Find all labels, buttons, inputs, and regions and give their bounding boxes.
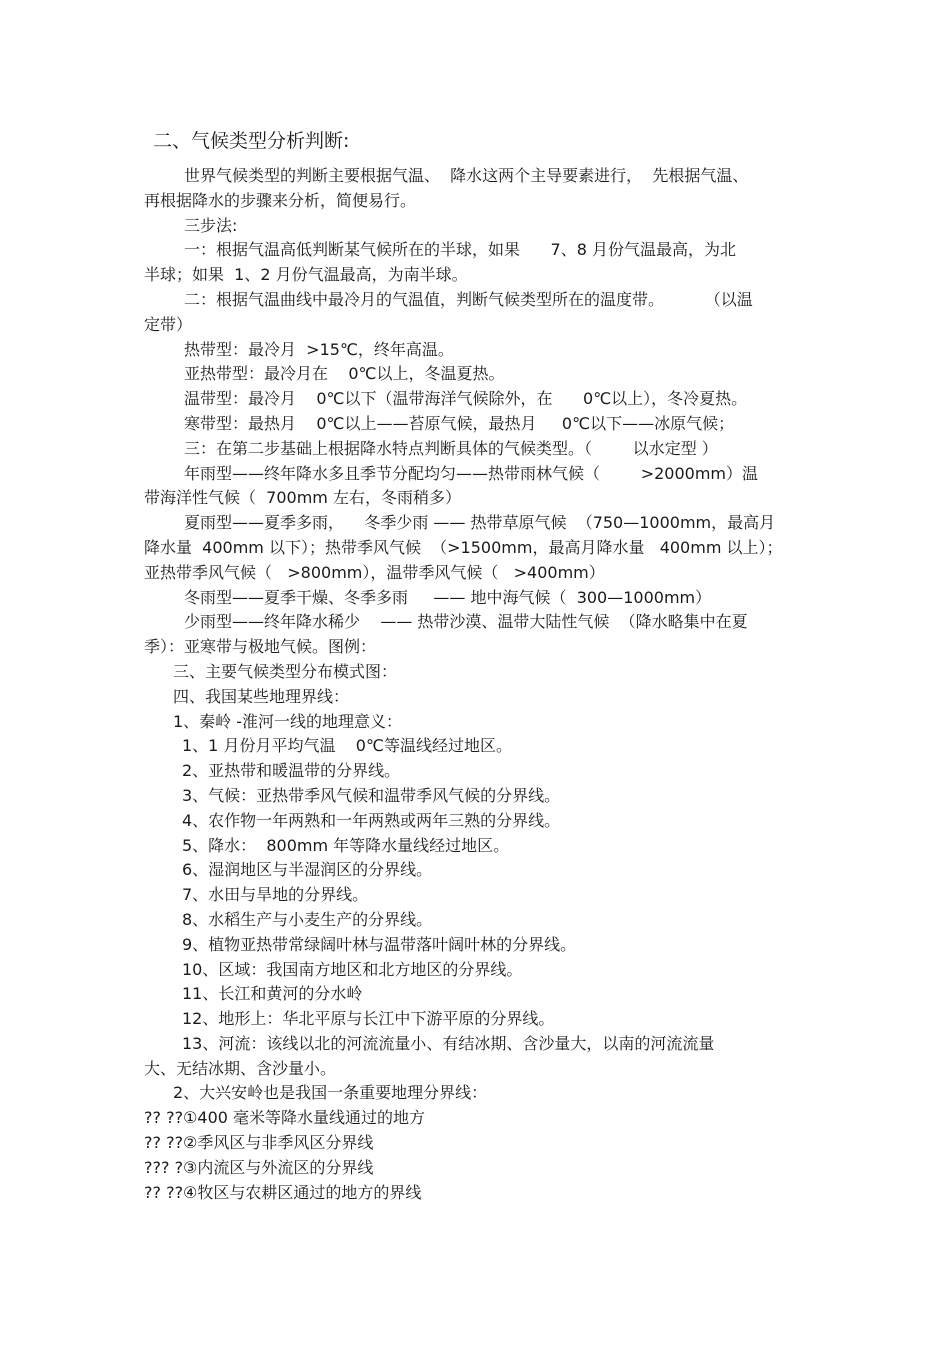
- list-item: ?? ??②季风区与非季风区分界线: [144, 1133, 374, 1153]
- paragraph-line: 1、秦岭 -淮河一线的地理意义：: [173, 711, 403, 731]
- paragraph-line: 冬雨型——夏季干燥、冬季多雨 —— 地中海气候（ 300—1000mm）: [184, 587, 712, 607]
- paragraph-line: 少雨型——终年降水稀少 —— 热带沙漠、温带大陆性气候 （降水略集中在夏: [184, 612, 748, 632]
- paragraph-line: 三步法:: [184, 215, 238, 235]
- paragraph-line: 寒带型：最热月 0℃以上——苔原气候，最热月 0℃以下——冰原气候；: [184, 413, 735, 433]
- list-item: 13、河流：该线以北的河流流量小、有结冰期、含沙量大，以南的河流流量: [182, 1033, 715, 1053]
- paragraph-line: 再根据降水的步骤来分析，简便易行。: [144, 190, 417, 210]
- paragraph-line: 半球；如果 1、2 月份气温最高，为南半球。: [144, 265, 468, 285]
- section-heading: 二、气候类型分析判断:: [153, 130, 350, 152]
- paragraph-line: 季）：亚寒带与极地气候。图例：: [144, 637, 377, 657]
- list-item: ?? ??④牧区与农耕区通过的地方的界线: [144, 1182, 422, 1202]
- list-item: 1、1 月份月平均气温 0℃等温线经过地区。: [182, 736, 512, 756]
- paragraph-line: 三：在第二步基础上根据降水特点判断具体的气候类型。（ 以水定型 ）: [184, 438, 718, 458]
- paragraph-line: 降水量 400mm 以下）；热带季风气候 （>1500mm，最高月降水量 400mm 以上）；: [144, 537, 783, 557]
- list-item: 11、长江和黄河的分水岭: [182, 984, 363, 1004]
- list-item: ??? ?③内流区与外流区的分界线: [144, 1157, 374, 1177]
- paragraph-line: 大、无结冰期、含沙量小。: [144, 1058, 337, 1078]
- paragraph-line: 四、我国某些地理界线：: [173, 686, 350, 706]
- paragraph-line: 热带型：最冷月 >15℃，终年高温。: [184, 339, 454, 359]
- paragraph-line: 夏雨型——夏季多雨， 冬季少雨 —— 热带草原气候 （750—1000mm，最高月: [184, 513, 776, 533]
- list-item: 9、植物亚热带常绿阔叶林与温带落叶阔叶林的分界线。: [182, 934, 577, 954]
- list-item: 5、降水： 800mm 年等降水量线经过地区。: [182, 835, 510, 855]
- list-item: 2、亚热带和暖温带的分界线。: [182, 761, 401, 781]
- paragraph-line: 温带型：最冷月 0℃以下（温带海洋气候除外，在 0℃以上），冬冷夏热。: [184, 389, 748, 409]
- paragraph-line: 亚热带型：最冷月在 0℃以上，冬温夏热。: [184, 364, 505, 384]
- paragraph-line: 年雨型——终年降水多且季节分配均匀——热带雨林气候（ >2000mm）温: [184, 463, 758, 483]
- list-item: 10、区域：我国南方地区和北方地区的分界线。: [182, 959, 523, 979]
- list-item: ?? ??①400 毫米等降水量线通过的地方: [144, 1108, 426, 1128]
- list-item: 12、地形上：华北平原与长江中下游平原的分界线。: [182, 1009, 555, 1029]
- list-item: 6、湿润地区与半湿润区的分界线。: [182, 860, 433, 880]
- list-item: 4、农作物一年两熟和一年两熟或两年三熟的分界线。: [182, 810, 561, 830]
- paragraph-line: 世界气候类型的判断主要根据气温、 降水这两个主导要素进行， 先根据气温、: [184, 166, 749, 185]
- list-item: 7、水田与旱地的分界线。: [182, 885, 369, 905]
- paragraph-line: 亚热带季风气候（ >800mm），温带季风气候（ >400mm）: [144, 562, 605, 582]
- document-body: [144, 164, 824, 1205]
- paragraph-line: 三、主要气候类型分布模式图：: [173, 661, 398, 681]
- paragraph-line: 带海洋性气候（ 700mm 左右，冬雨稍多）: [144, 488, 461, 508]
- paragraph-line: 二：根据气温曲线中最冷月的气温值，判断气候类型所在的温度带。 （以温: [184, 289, 753, 309]
- list-item: 3、气候：亚热带季风气候和温带季风气候的分界线。: [182, 785, 561, 805]
- paragraph-line: 2、大兴安岭也是我国一条重要地理分界线：: [173, 1083, 488, 1103]
- list-item: 8、水稻生产与小麦生产的分界线。: [182, 909, 433, 929]
- paragraph-line: 定带）: [144, 314, 193, 334]
- paragraph-line: 一：根据气温高低判断某气候所在的半球，如果 7、8 月份气温最高，为北: [184, 240, 736, 260]
